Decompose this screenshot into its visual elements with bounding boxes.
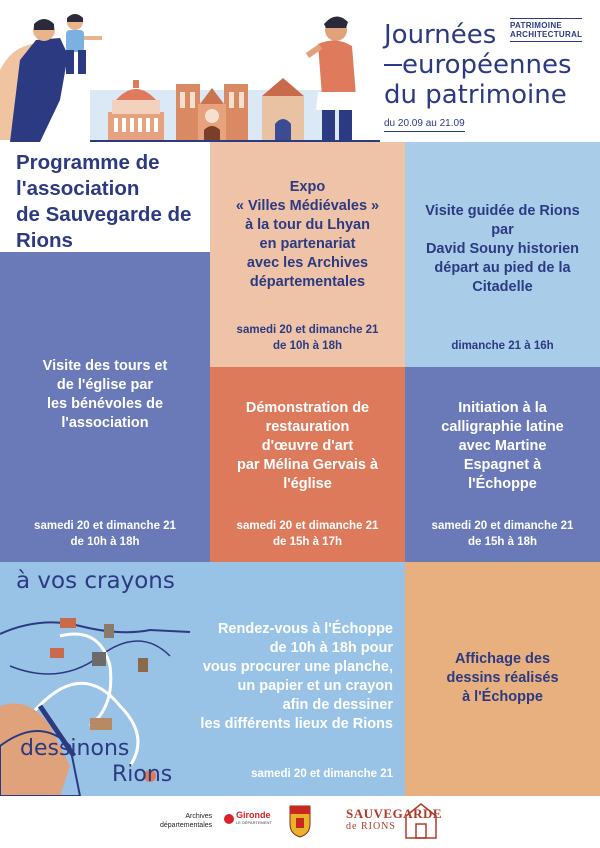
guided-tour-date-line1: dimanche 21 à 16h: [451, 340, 554, 352]
expo-line: à la tour du Lhyan: [245, 217, 370, 233]
exhibition-line: à l'Échoppe: [462, 689, 543, 705]
drawing-activity-cell: [0, 562, 405, 796]
archives-line1: Archives: [185, 813, 213, 820]
restoration-demo-date-line2: de 15h à 17h: [272, 536, 343, 548]
guided-tour-line: Visite guidée de Rions: [425, 203, 580, 219]
exhibition-description: [405, 650, 600, 707]
program-title-box: [0, 142, 210, 252]
coat-of-arms-icon: [288, 802, 312, 838]
guided-tour-date: [405, 338, 600, 354]
guided-tour-cell: [405, 142, 600, 367]
cathedral: [176, 84, 248, 142]
guided-tour-line: David Souny historien: [425, 241, 580, 257]
gironde-logo-icon: [224, 814, 234, 824]
calligraphy-line: l'Échoppe: [468, 476, 537, 492]
towers-visit-line: l'association: [61, 415, 149, 431]
calligraphy-date-line2: de 15h à 18h: [467, 536, 538, 548]
exhibition-cell: [405, 562, 600, 796]
exhibition-line: Affichage des: [454, 651, 551, 667]
archives-logo-text: [160, 812, 212, 830]
program-title-line1: Programme de: [16, 151, 160, 174]
patrimoine-label: [510, 18, 582, 42]
title-dash: [384, 64, 402, 66]
towers-visit-line: Visite des tours et: [42, 358, 168, 374]
restoration-demo-line: restauration: [265, 419, 350, 435]
guided-tour-line: départ au pied de la: [434, 260, 571, 276]
expo-date: [210, 322, 405, 354]
drawing-description: [200, 620, 393, 734]
expo-event-cell: [210, 142, 405, 367]
expo-date-line1: samedi 20 et dimanche 21: [236, 324, 379, 336]
event-title-block: [384, 12, 594, 140]
calligraphy-line: avec Martine: [458, 438, 547, 454]
restoration-demo-line: l'église: [283, 476, 332, 492]
footer-logos: [0, 796, 600, 848]
expo-line: « Villes Médiévales »: [235, 198, 380, 214]
drawing-subheading: [20, 736, 172, 788]
drawing-date: samedi 20 et dimanche 21: [251, 768, 393, 780]
patrimoine-label-line2: ARCHITECTURAL: [510, 30, 583, 39]
drawing-subheading-line2: Rions: [112, 762, 173, 787]
expo-line: en partenariat: [259, 236, 356, 252]
drawing-line: afin de dessiner: [282, 697, 393, 713]
gironde-logo-text: Gironde: [236, 810, 271, 820]
drawing-line: un papier et un crayon: [237, 678, 393, 694]
towers-visit-date-line1: samedi 20 et dimanche 21: [34, 520, 176, 532]
event-dates: du 20.09 au 21.09: [384, 118, 465, 132]
header-illustration: [0, 0, 380, 142]
towers-visit-line: les bénévoles de: [46, 396, 164, 412]
sauvegarde-logo-text: SAUVEGARDE: [346, 806, 443, 821]
patrimoine-label-line1: PATRIMOINE: [510, 21, 563, 30]
calligraphy-date: [405, 518, 600, 550]
title-line1: Journées: [384, 20, 497, 50]
towers-visit-cell: [0, 252, 210, 562]
drawing-line: les différents lieux de Rions: [200, 716, 393, 732]
archives-line2: départementales: [160, 822, 213, 829]
drawing-heading: à vos crayons: [16, 568, 175, 594]
guided-tour-description: [405, 202, 600, 297]
sauvegarde-building-icon: [404, 800, 438, 840]
calligraphy-description: [405, 399, 600, 494]
guided-tour-line: Citadelle: [472, 279, 533, 295]
calligraphy-date-line1: samedi 20 et dimanche 21: [431, 520, 574, 532]
restoration-demo-line: Démonstration de: [245, 400, 370, 416]
program-title-line4: Rions: [16, 229, 73, 252]
title-line3: du patrimoine: [384, 80, 567, 110]
calligraphy-line: Initiation à la: [458, 400, 547, 416]
program-title: [16, 150, 191, 254]
calligraphy-line: calligraphie latine: [441, 419, 564, 435]
title-line2: européennes: [402, 50, 572, 80]
calligraphy-cell: [405, 367, 600, 562]
expo-line: départementales: [249, 274, 366, 290]
restoration-demo-description: [210, 399, 405, 494]
drawing-subheading-line1: dessinons: [20, 736, 130, 761]
restoration-demo-line: d'œuvre d'art: [261, 438, 354, 454]
restoration-demo-line: par Mélina Gervais à: [236, 457, 379, 473]
drawing-line: vous procurer une planche,: [202, 659, 393, 675]
heritage-illustration: [0, 0, 380, 142]
drawing-line: de 10h à 18h pour: [269, 640, 393, 656]
program-title-line3: de Sauvegarde de: [16, 203, 192, 226]
program-title-line2: l'association: [16, 177, 140, 200]
drawing-line: Rendez-vous à l'Échoppe: [217, 621, 393, 637]
towers-visit-date: [0, 518, 210, 550]
expo-line: avec les Archives: [246, 255, 369, 271]
gironde-sub-text: LE DÉPARTEMENT: [236, 820, 272, 825]
towers-visit-description: [0, 357, 210, 433]
restoration-demo-cell: [210, 367, 405, 562]
guided-tour-line: par: [491, 222, 514, 238]
towers-visit-line: de l'église par: [56, 377, 154, 393]
restoration-demo-date-line1: samedi 20 et dimanche 21: [236, 520, 379, 532]
restoration-demo-date: [210, 518, 405, 550]
calligraphy-line: Espagnet à: [463, 457, 542, 473]
expo-line: Expo: [289, 179, 326, 195]
towers-visit-date-line2: de 10h à 18h: [70, 536, 140, 548]
expo-description: [210, 178, 405, 292]
exhibition-line: dessins réalisés: [446, 670, 559, 686]
expo-date-line2: de 10h à 18h: [272, 340, 343, 352]
sauvegarde-logo-sub: de RIONS: [346, 821, 396, 832]
